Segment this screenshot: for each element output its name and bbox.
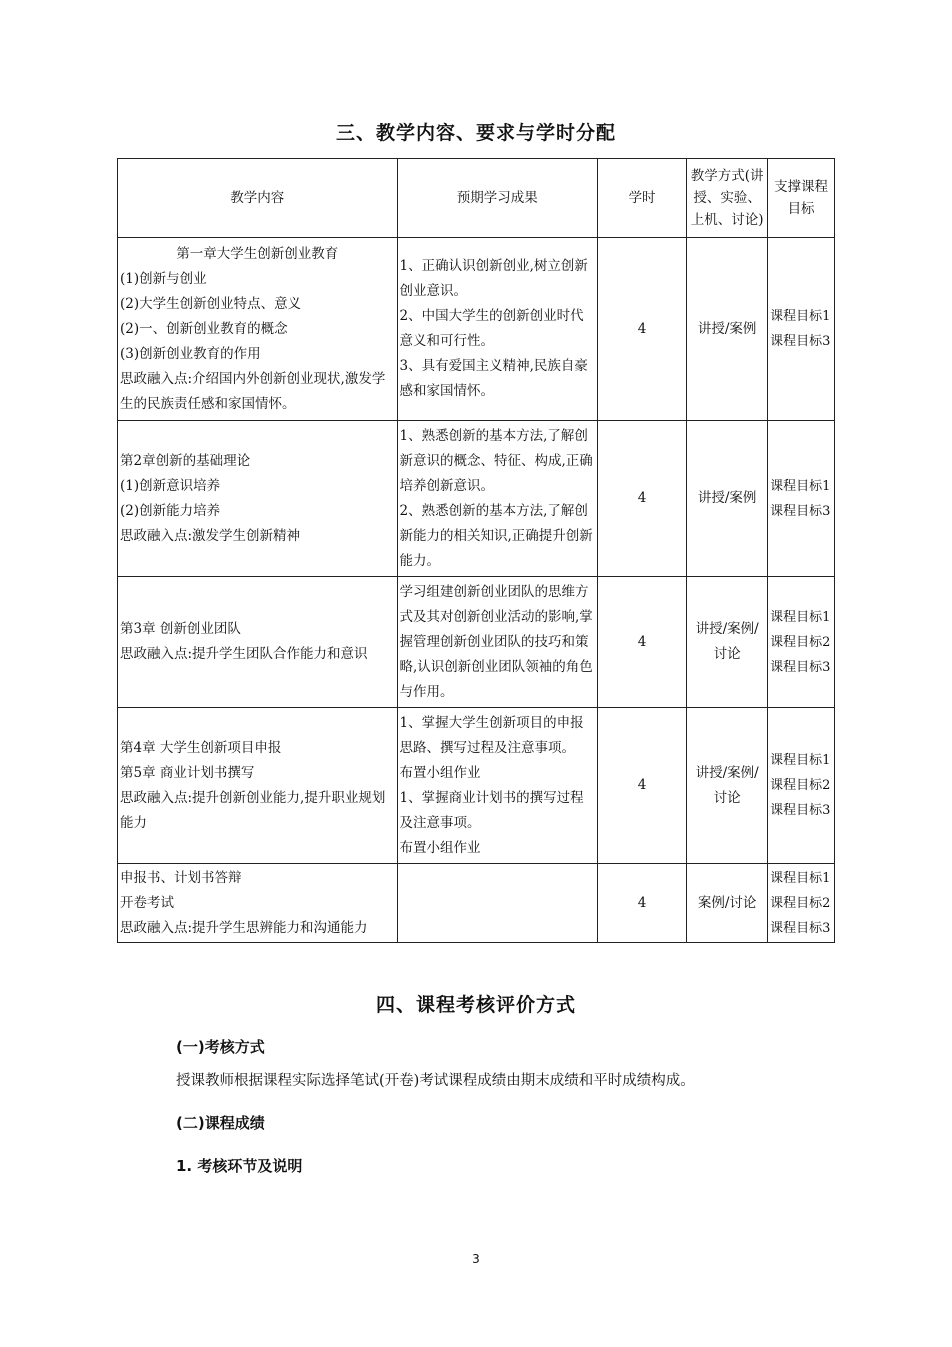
goals-cell [768, 708, 835, 864]
subheading-assessment-steps: 1. 考核环节及说明 [176, 1157, 303, 1175]
content-line: 思政融入点:提升学生思辨能力和沟通能力 [120, 919, 368, 936]
header-method: 教学方式(讲授、实验、上机、讨论) [687, 159, 768, 238]
goals-cell [768, 421, 835, 577]
table-row [118, 421, 835, 577]
curriculum-table [117, 158, 835, 943]
outcome-line: 2、熟悉创新的基本方法,了解创新能力的相关知识,正确提升创新能力。 [399, 502, 593, 569]
outcome-line: 3、具有爱国主义精神,民族自豪感和家国情怀。 [399, 358, 588, 399]
content-cell [118, 238, 398, 421]
content-line: 第2章创新的基础理论 [120, 452, 251, 469]
method-cell: 讲授/案例 [687, 238, 768, 421]
goal-item: 课程目标1 [770, 309, 831, 324]
goals-cell [768, 864, 835, 943]
content-line: 申报书、计划书答辩 [120, 869, 242, 886]
content-line: (3)创新创业教育的作用 [120, 345, 261, 362]
content-line: 开卷考试 [120, 894, 174, 911]
outcome-line: 1、掌握大学生创新项目的申报思路、撰写过程及注意事项。 [399, 714, 584, 756]
content-cell [118, 708, 398, 864]
outcome-line: 1、熟悉创新的基本方法,了解创新意识的概念、特征、构成,正确培养创新意识。 [399, 427, 593, 494]
outcome-line: 1、掌握商业计划书的撰写过程及注意事项。 [399, 789, 584, 831]
subheading-course-grade: (二)课程成绩 [176, 1114, 265, 1132]
content-line: 思政融入点:介绍国内外创新创业现状,激发学生的民族责任感和家国情怀。 [120, 370, 386, 412]
content-line: 第3章 创新创业团队 [120, 621, 241, 637]
goal-item: 课程目标1 [770, 478, 831, 494]
table-header-row [118, 159, 835, 238]
goal-item: 课程目标1 [770, 753, 831, 768]
goal-item: 课程目标2 [770, 634, 831, 650]
hours-cell: 4 [598, 577, 687, 708]
content-line: (2)创新能力培养 [120, 502, 221, 519]
hours-cell: 4 [598, 421, 687, 577]
outcome-line: 布置小组作业 [399, 764, 481, 781]
outcome-cell [397, 577, 598, 708]
content-cell [118, 577, 398, 708]
section-4-title: 四、课程考核评价方式 [375, 994, 576, 1016]
goal-item: 课程目标3 [770, 334, 831, 349]
goal-item: 课程目标3 [770, 920, 831, 936]
table-row [118, 864, 835, 943]
content-line: (2)大学生创新创业特点、意义 [120, 295, 302, 312]
page-number: 3 [472, 1252, 480, 1266]
content-line: 思政融入点:激发学生创新精神 [120, 527, 301, 544]
content-line: (1)创新意识培养 [120, 477, 221, 494]
outcome-cell [397, 708, 598, 864]
content-cell [118, 421, 398, 577]
content-line: 思政融入点:提升创新创业能力,提升职业规划能力 [120, 789, 386, 831]
section-3-title: 三、教学内容、要求与学时分配 [335, 122, 616, 144]
goal-item: 课程目标1 [770, 870, 831, 886]
goal-item: 课程目标1 [770, 609, 831, 625]
content-line: 第5章 商业计划书撰写 [120, 764, 255, 781]
chapter-title: 第一章大学生创新创业教育 [176, 245, 339, 262]
method-cell: 讲授/案例 [687, 421, 768, 577]
header-hours: 学时 [598, 159, 687, 238]
outcome-line: 布置小组作业 [399, 839, 481, 856]
hours-cell: 4 [598, 238, 687, 421]
method-cell: 讲授/案例/讨论 [687, 577, 768, 708]
goals-cell [768, 577, 835, 708]
table-row [118, 577, 835, 708]
subheading-assessment-method: (一)考核方式 [176, 1038, 265, 1056]
method-cell: 案例/讨论 [687, 864, 768, 943]
outcome-line: 2、中国大学生的创新创业时代意义和可行性。 [399, 308, 584, 349]
outcome-cell [397, 421, 598, 577]
table-row [118, 708, 835, 864]
outcome-cell [397, 238, 598, 421]
content-line: 第4章 大学生创新项目申报 [120, 739, 282, 756]
hours-cell: 4 [598, 708, 687, 864]
header-goals: 支撑课程目标 [768, 159, 835, 238]
goal-item: 课程目标3 [770, 659, 831, 675]
table-row [118, 238, 835, 421]
hours-cell: 4 [598, 864, 687, 943]
outcome-line: 学习组建创新创业团队的思维方式及其对创新创业活动的影响,掌握管理创新创业团队的技巧和策略,认识创新创业团队领袖的角色与作用。 [399, 583, 593, 700]
header-content: 教学内容 [118, 159, 398, 238]
goal-item: 课程目标3 [770, 803, 831, 818]
assessment-paragraph: 授课教师根据课程实际选择笔试(开卷)考试课程成绩由期末成绩和平时成绩构成。 [176, 1073, 695, 1089]
goal-item: 课程目标3 [770, 503, 831, 519]
goal-item: 课程目标2 [770, 778, 831, 793]
header-outcomes: 预期学习成果 [397, 159, 598, 238]
content-cell [118, 864, 398, 943]
goal-item: 课程目标2 [770, 895, 831, 911]
outcome-cell [397, 864, 598, 943]
outcome-line: 1、正确认识创新创业,树立创新创业意识。 [399, 258, 588, 299]
content-line: (1)创新与创业 [120, 270, 207, 287]
goals-cell [768, 238, 835, 421]
content-line: (2)一、创新创业教育的概念 [120, 320, 288, 337]
method-cell: 讲授/案例/讨论 [687, 708, 768, 864]
content-line: 思政融入点:提升学生团队合作能力和意识 [120, 646, 368, 662]
